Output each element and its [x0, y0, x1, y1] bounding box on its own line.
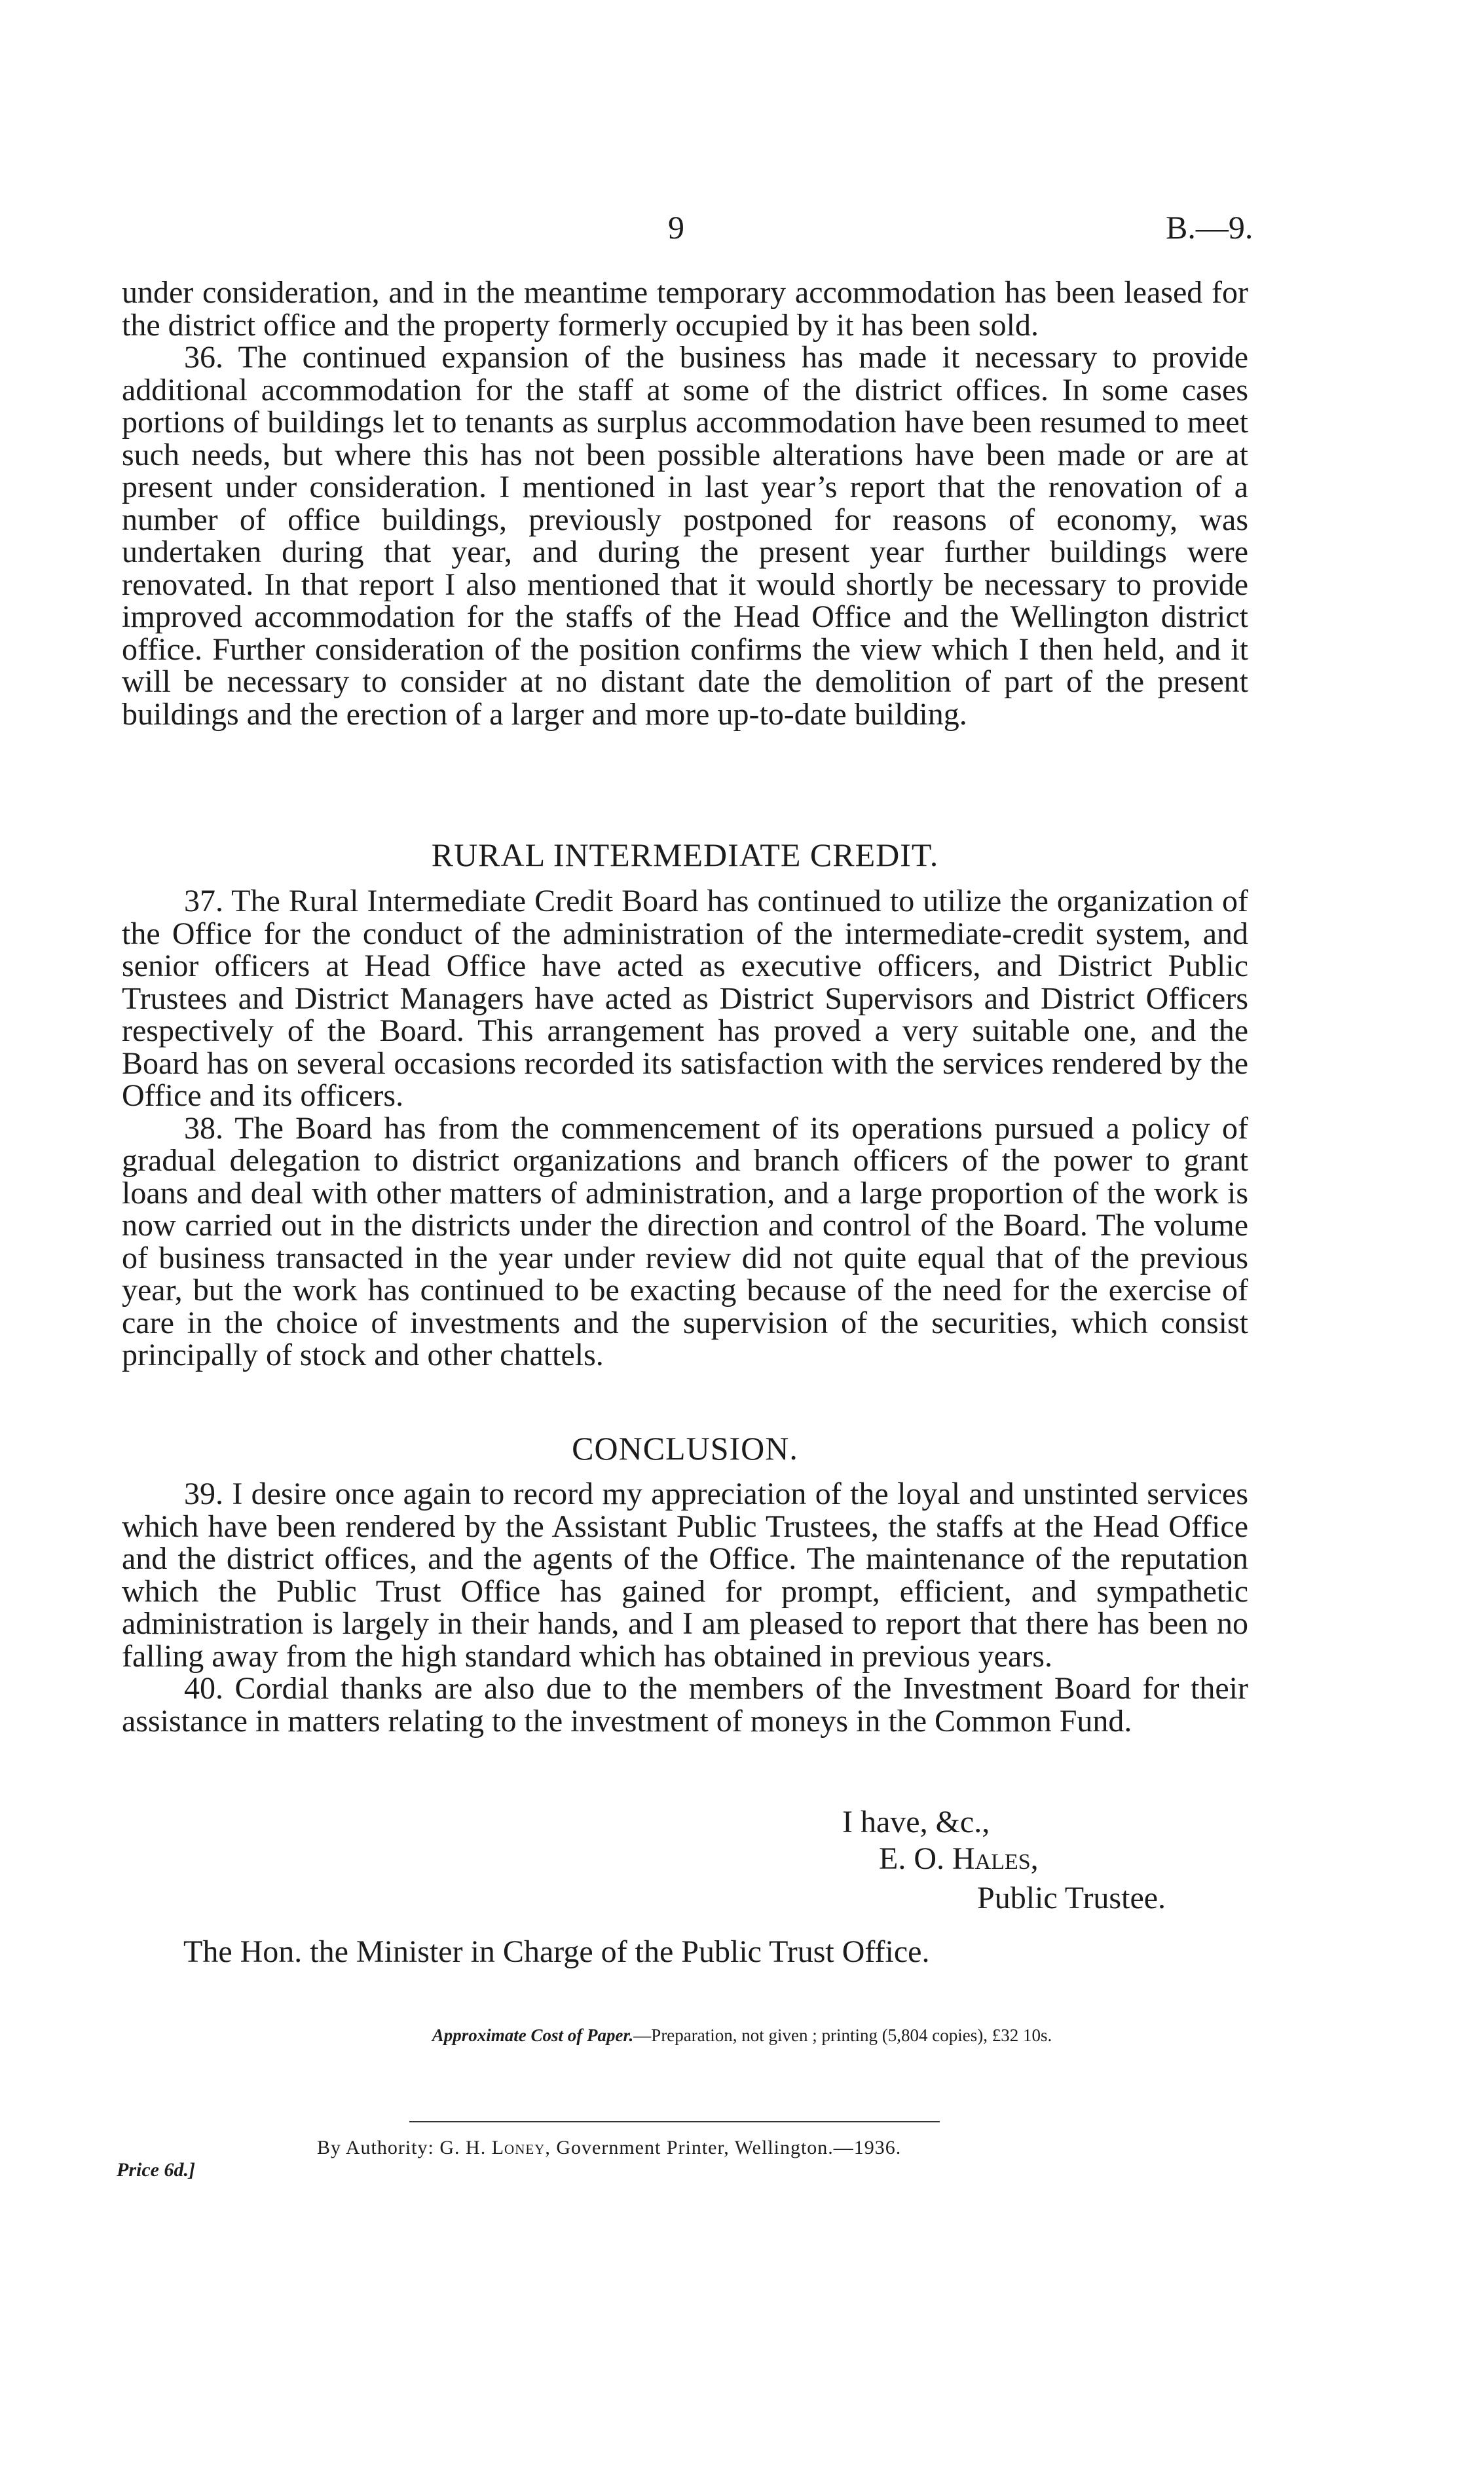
cost-of-paper-detail: —Preparation, not given ; printing (5,804 copies), £32 10s. [633, 2025, 1052, 2045]
cost-of-paper-note [0, 2025, 1484, 2046]
paragraph-continued: under consideration, and in the meantime temporary accommodation has been leased for the district office and the property formerly occupied by it has been sold. [122, 275, 1248, 343]
cost-of-paper-label: Approximate Cost of Paper. [432, 2025, 634, 2045]
body-section-rural-credit [122, 885, 1248, 1372]
imprint-printer-initials: G. H. [439, 2137, 487, 2158]
footer-divider [409, 2121, 940, 2122]
paragraph-40: 40. Cordial thanks are also due to the members of the Investment Board for their assistance in matters relating to the investment of moneys in the Common Fund. [122, 1671, 1248, 1739]
imprint-details: , Government Printer, Wellington.—1936. [545, 2137, 902, 2158]
page-number: 9 [668, 209, 684, 246]
imprint-prefix: By Authority: [317, 2137, 434, 2158]
imprint-printer-surname: Loney [491, 2137, 546, 2158]
printer-imprint [317, 2137, 901, 2159]
signature-closing: I have, &c., [842, 1805, 990, 1839]
addressee-line: The Hon. the Minister in Charge of the Public Trust Office. [183, 1934, 930, 1969]
heading-conclusion: CONCLUSION. [572, 1430, 798, 1467]
heading-rural-intermediate-credit: RURAL INTERMEDIATE CREDIT. [431, 837, 939, 873]
signature-name: E. O. Hales, [879, 1841, 1039, 1876]
paragraph-38: 38. The Board has from the commencement of its operations pursued a policy of gradual delegation to district organizations and branch officers of the power to grant loans and deal with other matters of administration, and a large proportion of the work is now carried out in the districts under the direction and control of the Board. The volume of business transacted in the year under review did not quite equal that of the previous year, but the work has continued to be exacting because of the need for the exercise of care in the choice of investments and the supervision of the securities, which consist principally of stock and other chattels. [122, 1110, 1248, 1372]
body-section-conclusion [122, 1478, 1248, 1737]
paragraph-37: 37. The Rural Intermediate Credit Board has continued to utilize the organization of the Office for the conduct of the administration of the intermediate-credit system, and senior officers at Head Office have acted as executive officers, and District Public Trustees and District Managers have acted as District Supervisors and District Officers respectively of the Board. This arrangement has proved a very suitable one, and the Board has on several occasions recorded its satisfaction with the services rendered by the Office and its officers. [122, 884, 1248, 1113]
price-label: Price 6d.] [117, 2159, 195, 2181]
paragraph-36: 36. The continued expansion of the business has made it necessary to provide additional accommodation for the staff at some of the district offices. In some cases portions of buildings let to tenants as surplus accommodation have been resumed to meet such needs, but where this has not been possible alterations have been made or are at present under consideration. I mentioned in last year’s report that the renovation of a number of office buildings, previously postponed for reasons of economy, was undertaken during that year, and during the present year further buildings were renovated. In that report I also mentioned that it would shortly be necessary to provide improved accommodation for the staffs of the Head Office and the Wellington district office. Further consideration of the position confirms the view which I then held, and it will be necessary to consider at no distant date the demolition of part of the present buildings and the erection of a larger and more up-to-date building. [122, 340, 1248, 732]
paragraph-39: 39. I desire once again to record my appreciation of the loyal and unstinted services which have been rendered by the Assistant Public Trustees, the staffs at the Head Office and the district offices, and the agents of the Office. The maintenance of the reputation which the Public Trust Office has gained for prompt, efficient, and sympathetic administration is largely in their hands, and I am pleased to report that there has been no falling away from the high standard which has obtained in previous years. [122, 1476, 1248, 1674]
document-reference: B.—9. [1166, 209, 1253, 246]
body-section-accommodation [122, 276, 1248, 730]
signature-title: Public Trustee. [977, 1881, 1166, 1915]
